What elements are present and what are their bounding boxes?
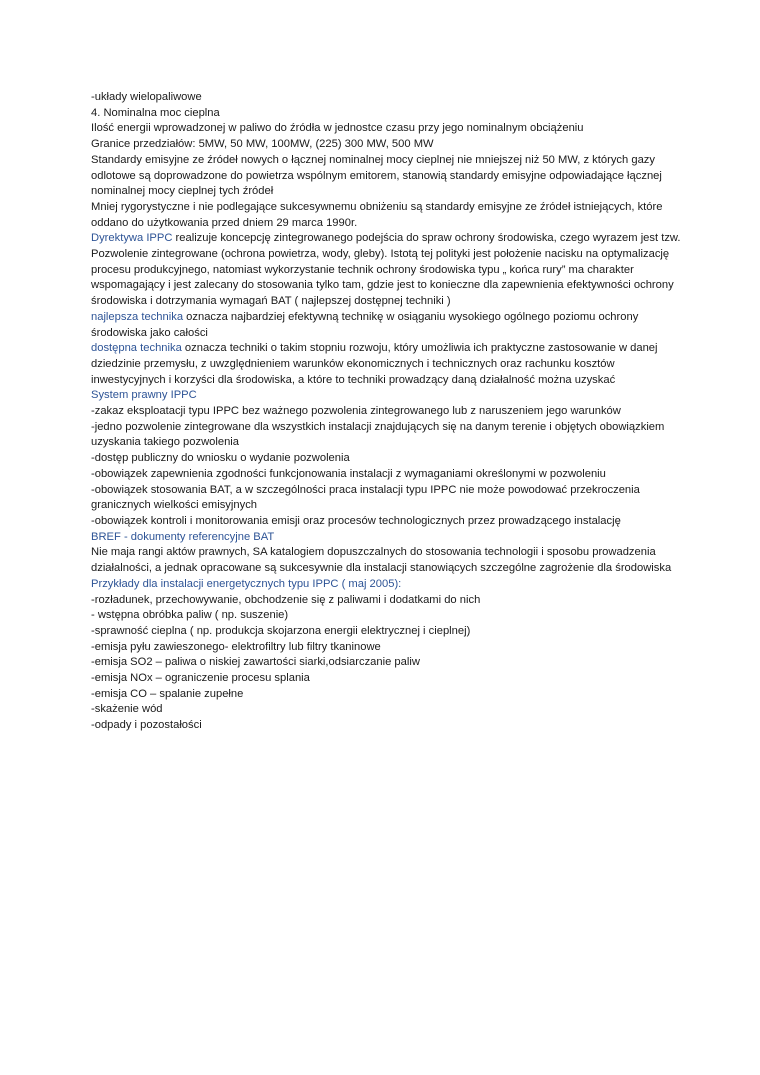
list-item: -obowiązek kontroli i monitorowania emisji oraz procesów technologicznych przez prowadzącego instalację <box>91 514 621 527</box>
term-available-technique: dostępna technika <box>91 342 182 355</box>
paragraph-ippc-directive <box>91 231 681 310</box>
list-item: -skażenie wód <box>91 703 163 716</box>
list-item: -emisja SO2 – paliwa o niskiej zawartości siarki,odsiarczanie paliw <box>91 656 420 669</box>
list-item: -zakaz eksploatacji typu IPPC bez ważnego pozwolenia zintegrowanego lub z naruszeniem jego warunków <box>91 405 621 418</box>
ippc-directive-text: realizuje koncepcję zintegrowanego podejścia do spraw ochrony środowiska, czego wyrazem jest tzw. Pozwolenie zintegrowane (ochrona powietrza, wody, gleby). Istotą tej polityki jest położenie nacisku na optymalizację procesu produkcyjnego, natomiast wykorzystanie technik ochrony środowiska typu „ końca rury” ma charakter wspomagający i jest zalecany do stosowania tylko tam, gdzie jest to konieczne dla zapewnienia efektywności ochrony środowiska i dotrzymania wymagań BAT ( najlepszej dostępnej techniki ) <box>91 232 681 308</box>
section-heading-nominal-power: 4. Nominalna moc cieplna <box>91 106 220 119</box>
list-item: -odpady i pozostałości <box>91 719 202 732</box>
list-item: -emisja CO – spalanie zupełne <box>91 687 244 700</box>
list-item: -emisja NOx – ograniczenie procesu splania <box>91 672 310 685</box>
list-item: -rozładunek, przechowywanie, obchodzenie się z paliwami i dodatkami do nich <box>91 593 481 606</box>
paragraph-thresholds: Granice przedziałów: 5MW, 50 MW, 100MW, (225) 300 MW, 500 MW <box>91 138 434 151</box>
heading-examples: Przykłady dla instalacji energetycznych typu IPPC ( maj 2005): <box>91 577 402 590</box>
paragraph-definition: Ilość energii wprowadzonej w paliwo do źródła w jednostce czasu przy jego nominalnym obciążeniu <box>91 122 584 135</box>
list-item: -emisja pyłu zawieszonego- elektrofiltry lub filtry tkaninowe <box>91 640 381 653</box>
list-item: -jedno pozwolenie zintegrowane dla wszystkich instalacji znajdujących się na danym terenie i objętych obowiązkiem uzyskania takiego pozwolenia <box>91 420 665 449</box>
paragraph-available-technique <box>91 341 681 388</box>
list-item: -obowiązek zapewnienia zgodności funkcjonowania instalacji z wymaganiami określonymi w pozwoleniu <box>91 467 606 480</box>
available-technique-text: oznacza techniki o takim stopniu rozwoju, który umożliwia ich praktyczne zastosowanie w danej dziedzinie przemysłu, z uwzględnieniem warunków ekonomicznych i technicznych oraz rachunku kosztów inwestycyjnych i korzyści dla środowiska, a które to techniki prowadzący daną działalność można uzyskać <box>91 342 658 386</box>
paragraph-existing-sources: Mniej rygorystyczne i nie podlegające sukcesywnemu obniżeniu są standardy emisyjne ze źródeł istniejących, które oddano do użytkowania przed dniem 29 marca 1990r. <box>91 200 663 229</box>
paragraph-best-technique <box>91 310 681 341</box>
best-technique-text: oznacza najbardziej efektywną technikę w osiąganiu wysokiego ogólnego poziomu ochrony środowiska jako całości <box>91 310 639 339</box>
term-best-technique: najlepsza technika <box>91 310 184 323</box>
heading-bref: BREF - dokumenty referencyjne BAT <box>91 530 275 543</box>
document-body <box>91 90 681 734</box>
list-item: -dostęp publiczny do wniosku o wydanie pozwolenia <box>91 452 350 465</box>
heading-ippc-legal-system: System prawny IPPC <box>91 389 197 402</box>
paragraph-bref: Nie maja rangi aktów prawnych, SA katalogiem dopuszczalnych do stosowania technologii i sposobu prowadzenia działalności, a jednak opracowane są sukcesywnie dla instalacji stanowiących szczególne zagrożenie dla środowiska <box>91 546 672 575</box>
list-item-multifuel: -układy wielopaliwowe <box>91 91 202 103</box>
list-item: - wstępna obróbka paliw ( np. suszenie) <box>91 609 289 622</box>
list-item: -obowiązek stosowania BAT, a w szczególności praca instalacji typu IPPC nie może powodować przekroczenia granicznych wielkości emisyjnych <box>91 483 640 512</box>
term-ippc-directive: Dyrektywa IPPC <box>91 232 173 245</box>
paragraph-new-sources: Standardy emisyjne ze źródeł nowych o łącznej nominalnej mocy cieplnej nie mniejszej niż 50 MW, z których gazy odlotowe są doprowadzone do powietrza wspólnym emitorem, stanowią standardy emisyjne odpowiadające łącznej nominalnej mocy cieplnej tych źródeł <box>91 153 662 198</box>
list-item: -sprawność cieplna ( np. produkcja skojarzona energii elektrycznej i cieplnej) <box>91 624 471 637</box>
